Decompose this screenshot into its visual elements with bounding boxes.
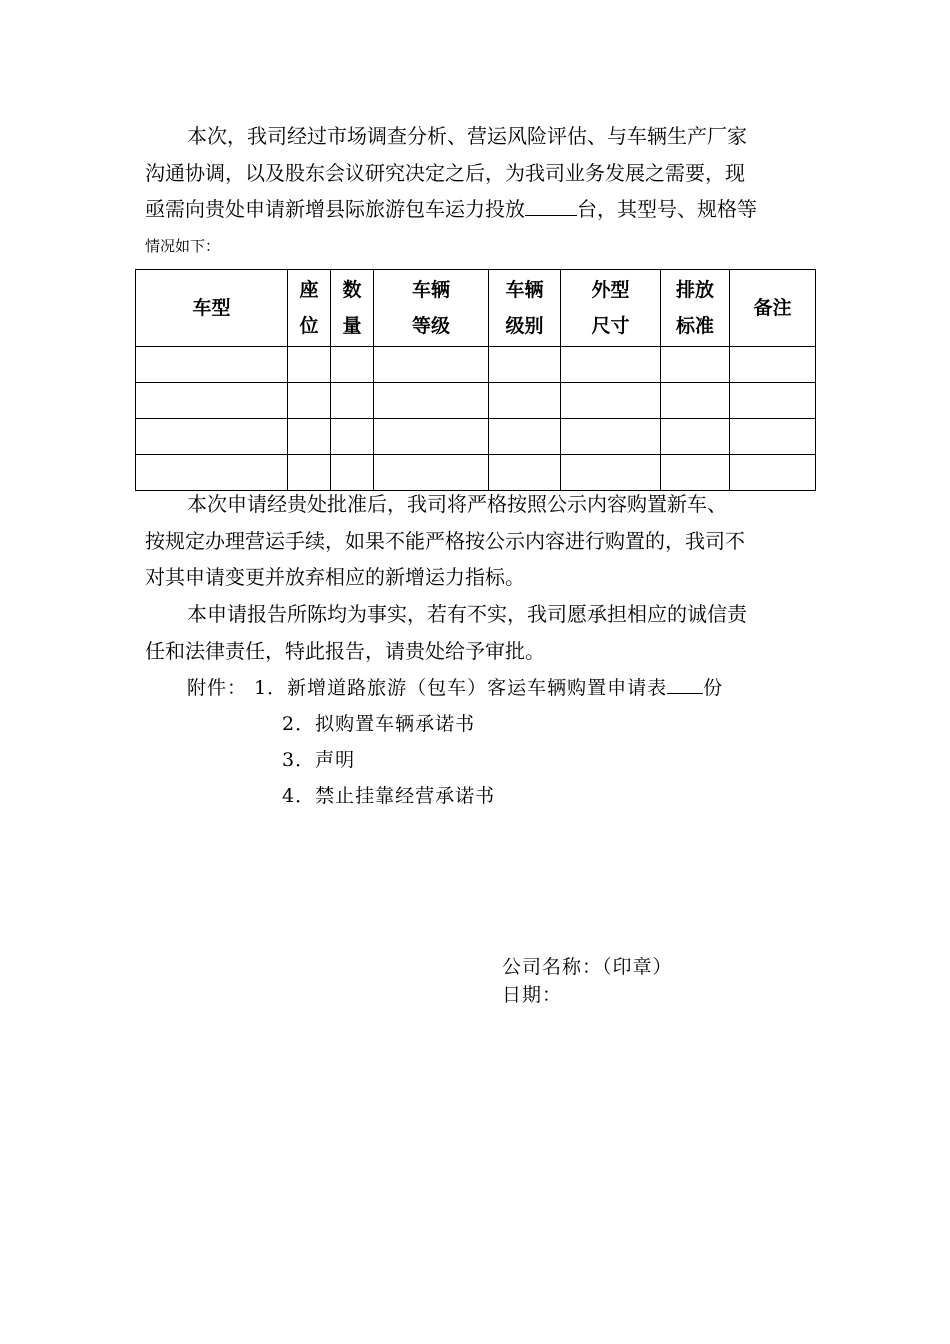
header-remarks: 备注 <box>730 270 816 347</box>
header-dimensions: 外型 尺寸 <box>561 270 661 347</box>
table-header-row <box>136 270 816 347</box>
table-cell <box>374 383 489 419</box>
table-cell <box>561 347 661 383</box>
attachment-item-4 <box>282 778 495 814</box>
commitment-line-3: 对其申请变更并放弃相应的新增运力指标。 <box>145 565 525 589</box>
table-cell <box>136 419 288 455</box>
table-cell <box>730 383 816 419</box>
table-cell <box>288 347 331 383</box>
attachment-text: 禁止挂靠经营承诺书 <box>315 785 496 807</box>
table-cell <box>661 383 730 419</box>
intro-line-3-before: 亟需向贵处申请新增县际旅游包车运力投放 <box>145 197 525 221</box>
attachment-item-2 <box>282 706 475 742</box>
attachment-prefix: 附件： <box>187 677 248 699</box>
copies-blank <box>667 673 703 694</box>
attachment-number: 3． <box>282 749 316 771</box>
vehicle-spec-table <box>135 269 816 491</box>
paragraph-declaration <box>145 596 815 669</box>
header-vehicle-type: 车型 <box>136 270 288 347</box>
intro-line-1: 本次，我司经过市场调查分析、营运风险评估、与车辆生产厂家 <box>187 124 747 148</box>
vehicle-count-blank <box>525 195 577 216</box>
table-cell <box>288 383 331 419</box>
attachment-text: 声明 <box>315 749 356 771</box>
table-cell <box>331 419 374 455</box>
intro-line-3 <box>145 191 815 228</box>
table-cell <box>730 347 816 383</box>
header-vehicle-class: 车辆 级别 <box>489 270 561 347</box>
table-cell <box>374 347 489 383</box>
table-row <box>136 419 816 455</box>
declaration-line-1: 本申请报告所陈均为事实，若有不实，我司愿承担相应的诚信责 <box>187 602 747 626</box>
table-cell <box>561 383 661 419</box>
attachment-number: 4． <box>282 785 316 807</box>
attachment-item-1 <box>187 670 723 706</box>
table-cell <box>489 383 561 419</box>
table-cell <box>661 419 730 455</box>
table-cell <box>288 419 331 455</box>
declaration-line-2: 任和法律责任，特此报告，请贵处给予审批。 <box>145 638 545 663</box>
intro-line-4: 情况如下： <box>145 237 221 255</box>
table-row <box>136 347 816 383</box>
attachment-item-3 <box>282 742 355 778</box>
attachment-number: 1． <box>254 677 288 699</box>
table-cell <box>661 347 730 383</box>
table-cell <box>331 347 374 383</box>
commitment-line-2: 按规定办理营运手续，如果不能严格按公示内容进行购置的，我司不 <box>145 528 745 553</box>
paragraph-application-intro <box>145 118 815 228</box>
attachment-number: 2． <box>282 713 316 735</box>
table-body <box>136 347 816 491</box>
header-seats: 座 位 <box>288 270 331 347</box>
table-cell <box>561 419 661 455</box>
date-label: 日期： <box>502 984 563 1006</box>
attachment-text-suffix: 份 <box>703 677 724 699</box>
table-cell <box>374 419 489 455</box>
attachment-text: 拟购置车辆承诺书 <box>315 713 476 735</box>
attachment-text: 新增道路旅游（包车）客运车辆购置申请表 <box>287 677 668 699</box>
table-cell <box>489 419 561 455</box>
table-row <box>136 383 816 419</box>
table-cell <box>489 347 561 383</box>
paragraph-commitment <box>145 486 815 596</box>
intro-line-3-after: 台，其型号、规格等 <box>577 197 757 221</box>
commitment-line-1: 本次申请经贵处批准后，我司将严格按照公示内容购置新车、 <box>187 492 727 516</box>
table-cell <box>730 419 816 455</box>
header-quantity: 数 量 <box>331 270 374 347</box>
company-name-label: 公司名称：（印章） <box>502 956 673 978</box>
table-cell <box>136 383 288 419</box>
header-emission-standard: 排放 标准 <box>661 270 730 347</box>
intro-line-2: 沟通协调，以及股东会议研究决定之后，为我司业务发展之需要，现 <box>145 160 745 185</box>
table-cell <box>136 347 288 383</box>
table-cell <box>331 383 374 419</box>
header-vehicle-grade: 车辆 等级 <box>374 270 489 347</box>
